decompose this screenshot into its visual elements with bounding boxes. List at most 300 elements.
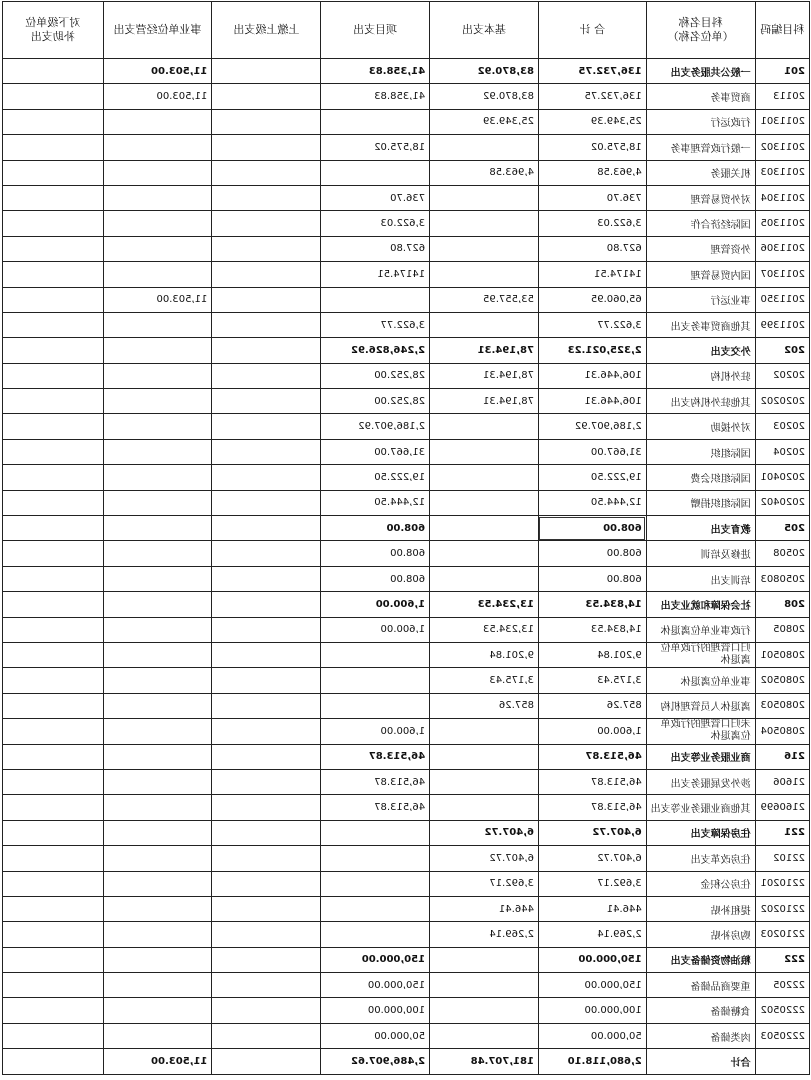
cell-total[interactable]: 18,575.02 [538, 135, 646, 160]
cell-code[interactable]: 2210203 [755, 922, 809, 947]
cell-subsidy[interactable] [3, 973, 104, 998]
cell-name[interactable]: 国内贸易管理 [646, 262, 755, 287]
cell-business[interactable] [103, 871, 212, 896]
cell-business[interactable] [103, 846, 212, 871]
cell-total[interactable]: 3,622.77 [538, 312, 646, 337]
cell-total[interactable]: 9,201.84 [538, 642, 646, 667]
cell-basic[interactable]: 4,963.58 [430, 160, 539, 185]
cell-transfer-up[interactable] [212, 439, 321, 464]
cell-business[interactable] [103, 998, 212, 1023]
cell-transfer-up[interactable] [212, 769, 321, 794]
cell-business[interactable] [103, 769, 212, 794]
cell-business[interactable] [103, 541, 212, 566]
cell-basic[interactable] [430, 465, 539, 490]
cell-basic[interactable]: 25,349.39 [430, 109, 539, 134]
cell-subsidy[interactable] [3, 896, 104, 921]
cell-transfer-up[interactable] [212, 490, 321, 515]
cell-basic[interactable]: 13,234.53 [430, 592, 539, 617]
cell-total[interactable]: 3,692.17 [538, 871, 646, 896]
cell-code[interactable]: 2080504 [755, 719, 809, 744]
cell-transfer-up[interactable] [212, 998, 321, 1023]
cell-subsidy[interactable] [3, 592, 104, 617]
cell-project[interactable] [321, 846, 430, 871]
cell-total[interactable]: 2,680,118.10 [538, 1049, 646, 1074]
cell-total[interactable]: 31,667.00 [538, 439, 646, 464]
cell-business[interactable] [103, 668, 212, 693]
cell-project[interactable]: 3,622.03 [321, 211, 430, 236]
cell-name[interactable]: 驻外机构 [646, 363, 755, 388]
cell-transfer-up[interactable] [212, 896, 321, 921]
cell-name[interactable]: 一般公共服务支出 [646, 59, 755, 84]
cell-code[interactable]: 2020402 [755, 490, 809, 515]
cell-basic[interactable]: 53,557.95 [430, 287, 539, 312]
cell-project[interactable]: 12,444.50 [321, 490, 430, 515]
cell-project[interactable]: 31,667.00 [321, 439, 430, 464]
cell-business[interactable] [103, 719, 212, 744]
cell-business[interactable] [103, 795, 212, 820]
cell-subsidy[interactable] [3, 516, 104, 541]
cell-business[interactable] [103, 744, 212, 769]
cell-project[interactable]: 627.80 [321, 236, 430, 261]
cell-name[interactable]: 其他商贸事务支出 [646, 312, 755, 337]
cell-name[interactable]: 住房保障支出 [646, 820, 755, 845]
cell-business[interactable] [103, 973, 212, 998]
cell-code[interactable]: 2011305 [755, 211, 809, 236]
cell-total[interactable]: 100,000.00 [538, 998, 646, 1023]
cell-project[interactable] [321, 896, 430, 921]
cell-basic[interactable]: 83,870.92 [430, 84, 539, 109]
cell-name[interactable]: 行政运行 [646, 109, 755, 134]
cell-transfer-up[interactable] [212, 338, 321, 363]
cell-subsidy[interactable] [3, 846, 104, 871]
cell-business[interactable]: 11,503.00 [103, 59, 212, 84]
cell-project[interactable]: 1,600.00 [321, 592, 430, 617]
cell-subsidy[interactable] [3, 389, 104, 414]
cell-code[interactable]: 2020202 [755, 389, 809, 414]
cell-basic[interactable]: 446.41 [430, 896, 539, 921]
cell-transfer-up[interactable] [212, 744, 321, 769]
cell-business[interactable] [103, 109, 212, 134]
cell-transfer-up[interactable] [212, 795, 321, 820]
cell-business[interactable] [103, 211, 212, 236]
cell-transfer-up[interactable] [212, 59, 321, 84]
cell-transfer-up[interactable] [212, 922, 321, 947]
cell-subsidy[interactable] [3, 642, 104, 667]
cell-transfer-up[interactable] [212, 693, 321, 718]
cell-code[interactable]: 2011304 [755, 185, 809, 210]
cell-name[interactable]: 事业运行 [646, 287, 755, 312]
cell-code[interactable]: 208 [755, 592, 809, 617]
cell-code[interactable]: 2220502 [755, 998, 809, 1023]
cell-code[interactable]: 2011307 [755, 262, 809, 287]
cell-total[interactable]: 2,325,021.23 [538, 338, 646, 363]
cell-basic[interactable] [430, 135, 539, 160]
cell-basic[interactable] [430, 414, 539, 439]
cell-total[interactable]: 2,269.14 [538, 922, 646, 947]
cell-code[interactable]: 216 [755, 744, 809, 769]
cell-code[interactable]: 2160699 [755, 795, 809, 820]
cell-subsidy[interactable] [3, 490, 104, 515]
cell-name[interactable]: 对外贸易管理 [646, 185, 755, 210]
cell-business[interactable] [103, 896, 212, 921]
cell-project[interactable]: 46,513.87 [321, 769, 430, 794]
cell-business[interactable] [103, 617, 212, 642]
cell-transfer-up[interactable] [212, 1049, 321, 1074]
cell-project[interactable] [321, 922, 430, 947]
cell-code[interactable] [755, 1049, 809, 1074]
cell-project[interactable]: 2,486,907.62 [321, 1049, 430, 1074]
cell-business[interactable] [103, 592, 212, 617]
cell-total[interactable]: 3,175.43 [538, 668, 646, 693]
cell-transfer-up[interactable] [212, 820, 321, 845]
cell-code[interactable]: 2210201 [755, 871, 809, 896]
cell-name[interactable]: 提租补贴 [646, 896, 755, 921]
cell-total[interactable]: 627.80 [538, 236, 646, 261]
cell-subsidy[interactable] [3, 820, 104, 845]
cell-transfer-up[interactable] [212, 566, 321, 591]
cell-subsidy[interactable] [3, 1049, 104, 1074]
cell-total[interactable]: 6,407.72 [538, 820, 646, 845]
cell-project[interactable]: 18,575.02 [321, 135, 430, 160]
cell-code[interactable]: 22205 [755, 973, 809, 998]
cell-business[interactable] [103, 185, 212, 210]
cell-project[interactable] [321, 871, 430, 896]
cell-subsidy[interactable] [3, 84, 104, 109]
cell-business[interactable] [103, 338, 212, 363]
cell-basic[interactable]: 3,175.43 [430, 668, 539, 693]
cell-subsidy[interactable] [3, 871, 104, 896]
cell-subsidy[interactable] [3, 617, 104, 642]
cell-basic[interactable] [430, 211, 539, 236]
cell-code[interactable]: 222 [755, 947, 809, 972]
cell-project[interactable]: 2,246,826.92 [321, 338, 430, 363]
cell-total[interactable]: 65,060.95 [538, 287, 646, 312]
cell-total[interactable]: 857.26 [538, 693, 646, 718]
cell-name[interactable]: 行政事业单位离退休 [646, 617, 755, 642]
cell-business[interactable] [103, 922, 212, 947]
cell-project[interactable]: 28,252.00 [321, 389, 430, 414]
cell-code[interactable]: 2080502 [755, 668, 809, 693]
cell-transfer-up[interactable] [212, 414, 321, 439]
cell-subsidy[interactable] [3, 287, 104, 312]
cell-name[interactable]: 培训支出 [646, 566, 755, 591]
cell-project[interactable] [321, 642, 430, 667]
cell-subsidy[interactable] [3, 439, 104, 464]
cell-project[interactable]: 41,358.83 [321, 84, 430, 109]
cell-name[interactable]: 进修及培训 [646, 541, 755, 566]
cell-basic[interactable] [430, 516, 539, 541]
cell-transfer-up[interactable] [212, 719, 321, 744]
cell-code[interactable]: 2011303 [755, 160, 809, 185]
cell-project[interactable]: 1,600.00 [321, 719, 430, 744]
cell-code[interactable]: 202 [755, 338, 809, 363]
cell-transfer-up[interactable] [212, 312, 321, 337]
cell-business[interactable] [103, 389, 212, 414]
cell-basic[interactable] [430, 236, 539, 261]
cell-code[interactable]: 221 [755, 820, 809, 845]
cell-basic[interactable] [430, 795, 539, 820]
cell-total[interactable]: 150,000.00 [538, 947, 646, 972]
cell-business[interactable] [103, 693, 212, 718]
cell-total[interactable]: 12,444.50 [538, 490, 646, 515]
cell-subsidy[interactable] [3, 135, 104, 160]
cell-name[interactable]: 涉外发展服务支出 [646, 769, 755, 794]
cell-project[interactable] [321, 160, 430, 185]
cell-total[interactable]: 736.70 [538, 185, 646, 210]
cell-project[interactable]: 736.70 [321, 185, 430, 210]
cell-business[interactable] [103, 160, 212, 185]
cell-name[interactable]: 肉类储备 [646, 1023, 755, 1048]
cell-name[interactable]: 其他商业服务业等支出 [646, 795, 755, 820]
cell-name[interactable]: 社会保障和就业支出 [646, 592, 755, 617]
cell-total[interactable]: 3,622.03 [538, 211, 646, 236]
cell-total[interactable]: 608.00 [538, 541, 646, 566]
cell-name[interactable]: 事业单位离退休 [646, 668, 755, 693]
cell-basic[interactable] [430, 1023, 539, 1048]
cell-name[interactable]: 归口管理的行政单位离退休 [646, 642, 755, 667]
cell-name[interactable]: 住房公积金 [646, 871, 755, 896]
cell-name[interactable]: 一般行政管理事务 [646, 135, 755, 160]
cell-subsidy[interactable] [3, 998, 104, 1023]
cell-project[interactable]: 50,000.00 [321, 1023, 430, 1048]
cell-name[interactable]: 其他驻外机构支出 [646, 389, 755, 414]
cell-total[interactable]: 46,513.87 [538, 795, 646, 820]
cell-business[interactable] [103, 439, 212, 464]
cell-total[interactable]: 14,834.53 [538, 617, 646, 642]
cell-subsidy[interactable] [3, 211, 104, 236]
cell-total[interactable]: 106,446.31 [538, 389, 646, 414]
cell-total[interactable]: 608.00 [538, 516, 646, 541]
cell-subsidy[interactable] [3, 693, 104, 718]
cell-total[interactable]: 14174.51 [538, 262, 646, 287]
cell-transfer-up[interactable] [212, 947, 321, 972]
cell-subsidy[interactable] [3, 262, 104, 287]
cell-project[interactable] [321, 668, 430, 693]
cell-project[interactable]: 608.00 [321, 541, 430, 566]
cell-name[interactable]: 机关服务 [646, 160, 755, 185]
cell-transfer-up[interactable] [212, 262, 321, 287]
cell-basic[interactable]: 6,407.72 [430, 846, 539, 871]
cell-total[interactable]: 608.00 [538, 566, 646, 591]
cell-total[interactable]: 136,732.75 [538, 59, 646, 84]
cell-total[interactable]: 25,349.39 [538, 109, 646, 134]
cell-subsidy[interactable] [3, 59, 104, 84]
cell-business[interactable]: 11,503.00 [103, 287, 212, 312]
cell-transfer-up[interactable] [212, 363, 321, 388]
cell-basic[interactable]: 78,194.31 [430, 389, 539, 414]
cell-basic[interactable] [430, 719, 539, 744]
cell-transfer-up[interactable] [212, 592, 321, 617]
cell-total[interactable]: 446.41 [538, 896, 646, 921]
cell-transfer-up[interactable] [212, 871, 321, 896]
cell-name[interactable]: 未归口管理的行政单位离退休 [646, 719, 755, 744]
cell-basic[interactable] [430, 744, 539, 769]
cell-transfer-up[interactable] [212, 465, 321, 490]
cell-subsidy[interactable] [3, 363, 104, 388]
cell-total[interactable]: 4,963.58 [538, 160, 646, 185]
cell-name[interactable]: 住房改革支出 [646, 846, 755, 871]
cell-transfer-up[interactable] [212, 84, 321, 109]
cell-transfer-up[interactable] [212, 236, 321, 261]
cell-subsidy[interactable] [3, 795, 104, 820]
cell-business[interactable] [103, 642, 212, 667]
cell-subsidy[interactable] [3, 769, 104, 794]
cell-code[interactable]: 20508 [755, 541, 809, 566]
cell-code[interactable]: 205 [755, 516, 809, 541]
cell-code[interactable]: 2011399 [755, 312, 809, 337]
cell-name[interactable]: 离退休人员管理机构 [646, 693, 755, 718]
cell-total[interactable]: 46,513.87 [538, 769, 646, 794]
cell-code[interactable]: 2210202 [755, 896, 809, 921]
cell-basic[interactable]: 857.26 [430, 693, 539, 718]
cell-business[interactable] [103, 820, 212, 845]
cell-basic[interactable]: 9,201.84 [430, 642, 539, 667]
cell-subsidy[interactable] [3, 566, 104, 591]
cell-basic[interactable] [430, 262, 539, 287]
cell-basic[interactable] [430, 998, 539, 1023]
cell-project[interactable]: 150,000.00 [321, 947, 430, 972]
cell-project[interactable]: 28,252.00 [321, 363, 430, 388]
cell-project[interactable]: 14174.51 [321, 262, 430, 287]
cell-transfer-up[interactable] [212, 389, 321, 414]
cell-project[interactable]: 46,513.87 [321, 744, 430, 769]
cell-total[interactable]: 46,513.87 [538, 744, 646, 769]
cell-transfer-up[interactable] [212, 668, 321, 693]
cell-basic[interactable]: 181,707.48 [430, 1049, 539, 1074]
cell-basic[interactable] [430, 312, 539, 337]
cell-subsidy[interactable] [3, 541, 104, 566]
cell-transfer-up[interactable] [212, 1023, 321, 1048]
cell-project[interactable]: 100,000.00 [321, 998, 430, 1023]
cell-transfer-up[interactable] [212, 287, 321, 312]
cell-total[interactable]: 19,222.50 [538, 465, 646, 490]
cell-project[interactable]: 41,358.83 [321, 59, 430, 84]
cell-code[interactable]: 2080503 [755, 693, 809, 718]
cell-project[interactable]: 150,000.00 [321, 973, 430, 998]
cell-transfer-up[interactable] [212, 973, 321, 998]
cell-subsidy[interactable] [3, 744, 104, 769]
cell-name[interactable]: 商业服务业等支出 [646, 744, 755, 769]
cell-subsidy[interactable] [3, 1023, 104, 1048]
cell-total[interactable]: 2,186,907.92 [538, 414, 646, 439]
cell-name[interactable]: 重要商品储备 [646, 973, 755, 998]
cell-name[interactable]: 国际组织捐赠 [646, 490, 755, 515]
cell-business[interactable] [103, 414, 212, 439]
cell-basic[interactable]: 83,870.92 [430, 59, 539, 84]
cell-business[interactable] [103, 490, 212, 515]
cell-transfer-up[interactable] [212, 109, 321, 134]
cell-basic[interactable] [430, 566, 539, 591]
cell-total[interactable]: 150,000.00 [538, 973, 646, 998]
cell-basic[interactable]: 6,407.72 [430, 820, 539, 845]
cell-code[interactable]: 2011301 [755, 109, 809, 134]
cell-total[interactable]: 50,000.00 [538, 1023, 646, 1048]
cell-total[interactable]: 6,407.72 [538, 846, 646, 871]
cell-basic[interactable] [430, 769, 539, 794]
cell-business[interactable] [103, 516, 212, 541]
cell-subsidy[interactable] [3, 338, 104, 363]
cell-subsidy[interactable] [3, 236, 104, 261]
cell-business[interactable]: 11,503.00 [103, 1049, 212, 1074]
cell-basic[interactable] [430, 947, 539, 972]
cell-business[interactable] [103, 135, 212, 160]
cell-business[interactable] [103, 566, 212, 591]
cell-transfer-up[interactable] [212, 642, 321, 667]
cell-basic[interactable] [430, 490, 539, 515]
cell-business[interactable] [103, 363, 212, 388]
cell-business[interactable] [103, 1023, 212, 1048]
cell-business[interactable] [103, 262, 212, 287]
cell-total[interactable]: 106,446.31 [538, 363, 646, 388]
cell-business[interactable] [103, 465, 212, 490]
cell-code[interactable]: 20204 [755, 439, 809, 464]
cell-code[interactable]: 22102 [755, 846, 809, 871]
cell-transfer-up[interactable] [212, 617, 321, 642]
cell-basic[interactable] [430, 185, 539, 210]
cell-business[interactable] [103, 947, 212, 972]
cell-code[interactable]: 20805 [755, 617, 809, 642]
cell-code[interactable]: 21606 [755, 769, 809, 794]
cell-basic[interactable] [430, 541, 539, 566]
cell-business[interactable]: 11,503.00 [103, 84, 212, 109]
cell-code[interactable]: 2011302 [755, 135, 809, 160]
cell-basic[interactable]: 2,269.14 [430, 922, 539, 947]
cell-name[interactable]: 商贸事务 [646, 84, 755, 109]
cell-project[interactable] [321, 820, 430, 845]
cell-project[interactable]: 46,513.87 [321, 795, 430, 820]
cell-project[interactable]: 608.00 [321, 516, 430, 541]
cell-basic[interactable] [430, 973, 539, 998]
cell-subsidy[interactable] [3, 109, 104, 134]
cell-project[interactable] [321, 287, 430, 312]
cell-transfer-up[interactable] [212, 541, 321, 566]
cell-transfer-up[interactable] [212, 160, 321, 185]
cell-code[interactable]: 20203 [755, 414, 809, 439]
cell-business[interactable] [103, 312, 212, 337]
cell-subsidy[interactable] [3, 947, 104, 972]
cell-subsidy[interactable] [3, 185, 104, 210]
cell-subsidy[interactable] [3, 414, 104, 439]
cell-code[interactable]: 2011306 [755, 236, 809, 261]
cell-code[interactable]: 20202 [755, 363, 809, 388]
cell-total[interactable]: 14,834.53 [538, 592, 646, 617]
cell-transfer-up[interactable] [212, 185, 321, 210]
cell-name[interactable]: 外资管理 [646, 236, 755, 261]
cell-name[interactable]: 对外援助 [646, 414, 755, 439]
cell-transfer-up[interactable] [212, 516, 321, 541]
cell-name[interactable]: 购房补贴 [646, 922, 755, 947]
cell-code[interactable]: 20113 [755, 84, 809, 109]
cell-total[interactable]: 136,732.75 [538, 84, 646, 109]
cell-project[interactable]: 19,222.50 [321, 465, 430, 490]
cell-name[interactable]: 国际组织 [646, 439, 755, 464]
cell-transfer-up[interactable] [212, 135, 321, 160]
cell-project[interactable] [321, 693, 430, 718]
cell-subsidy[interactable] [3, 312, 104, 337]
cell-basic[interactable]: 3,692.17 [430, 871, 539, 896]
cell-name[interactable]: 外交支出 [646, 338, 755, 363]
cell-subsidy[interactable] [3, 465, 104, 490]
cell-project[interactable]: 608.00 [321, 566, 430, 591]
cell-subsidy[interactable] [3, 719, 104, 744]
cell-name[interactable]: 合计 [646, 1049, 755, 1074]
cell-subsidy[interactable] [3, 668, 104, 693]
cell-basic[interactable]: 78,194.31 [430, 363, 539, 388]
cell-project[interactable] [321, 109, 430, 134]
cell-code[interactable]: 2020401 [755, 465, 809, 490]
cell-basic[interactable]: 78,194.31 [430, 338, 539, 363]
cell-code[interactable]: 201 [755, 59, 809, 84]
